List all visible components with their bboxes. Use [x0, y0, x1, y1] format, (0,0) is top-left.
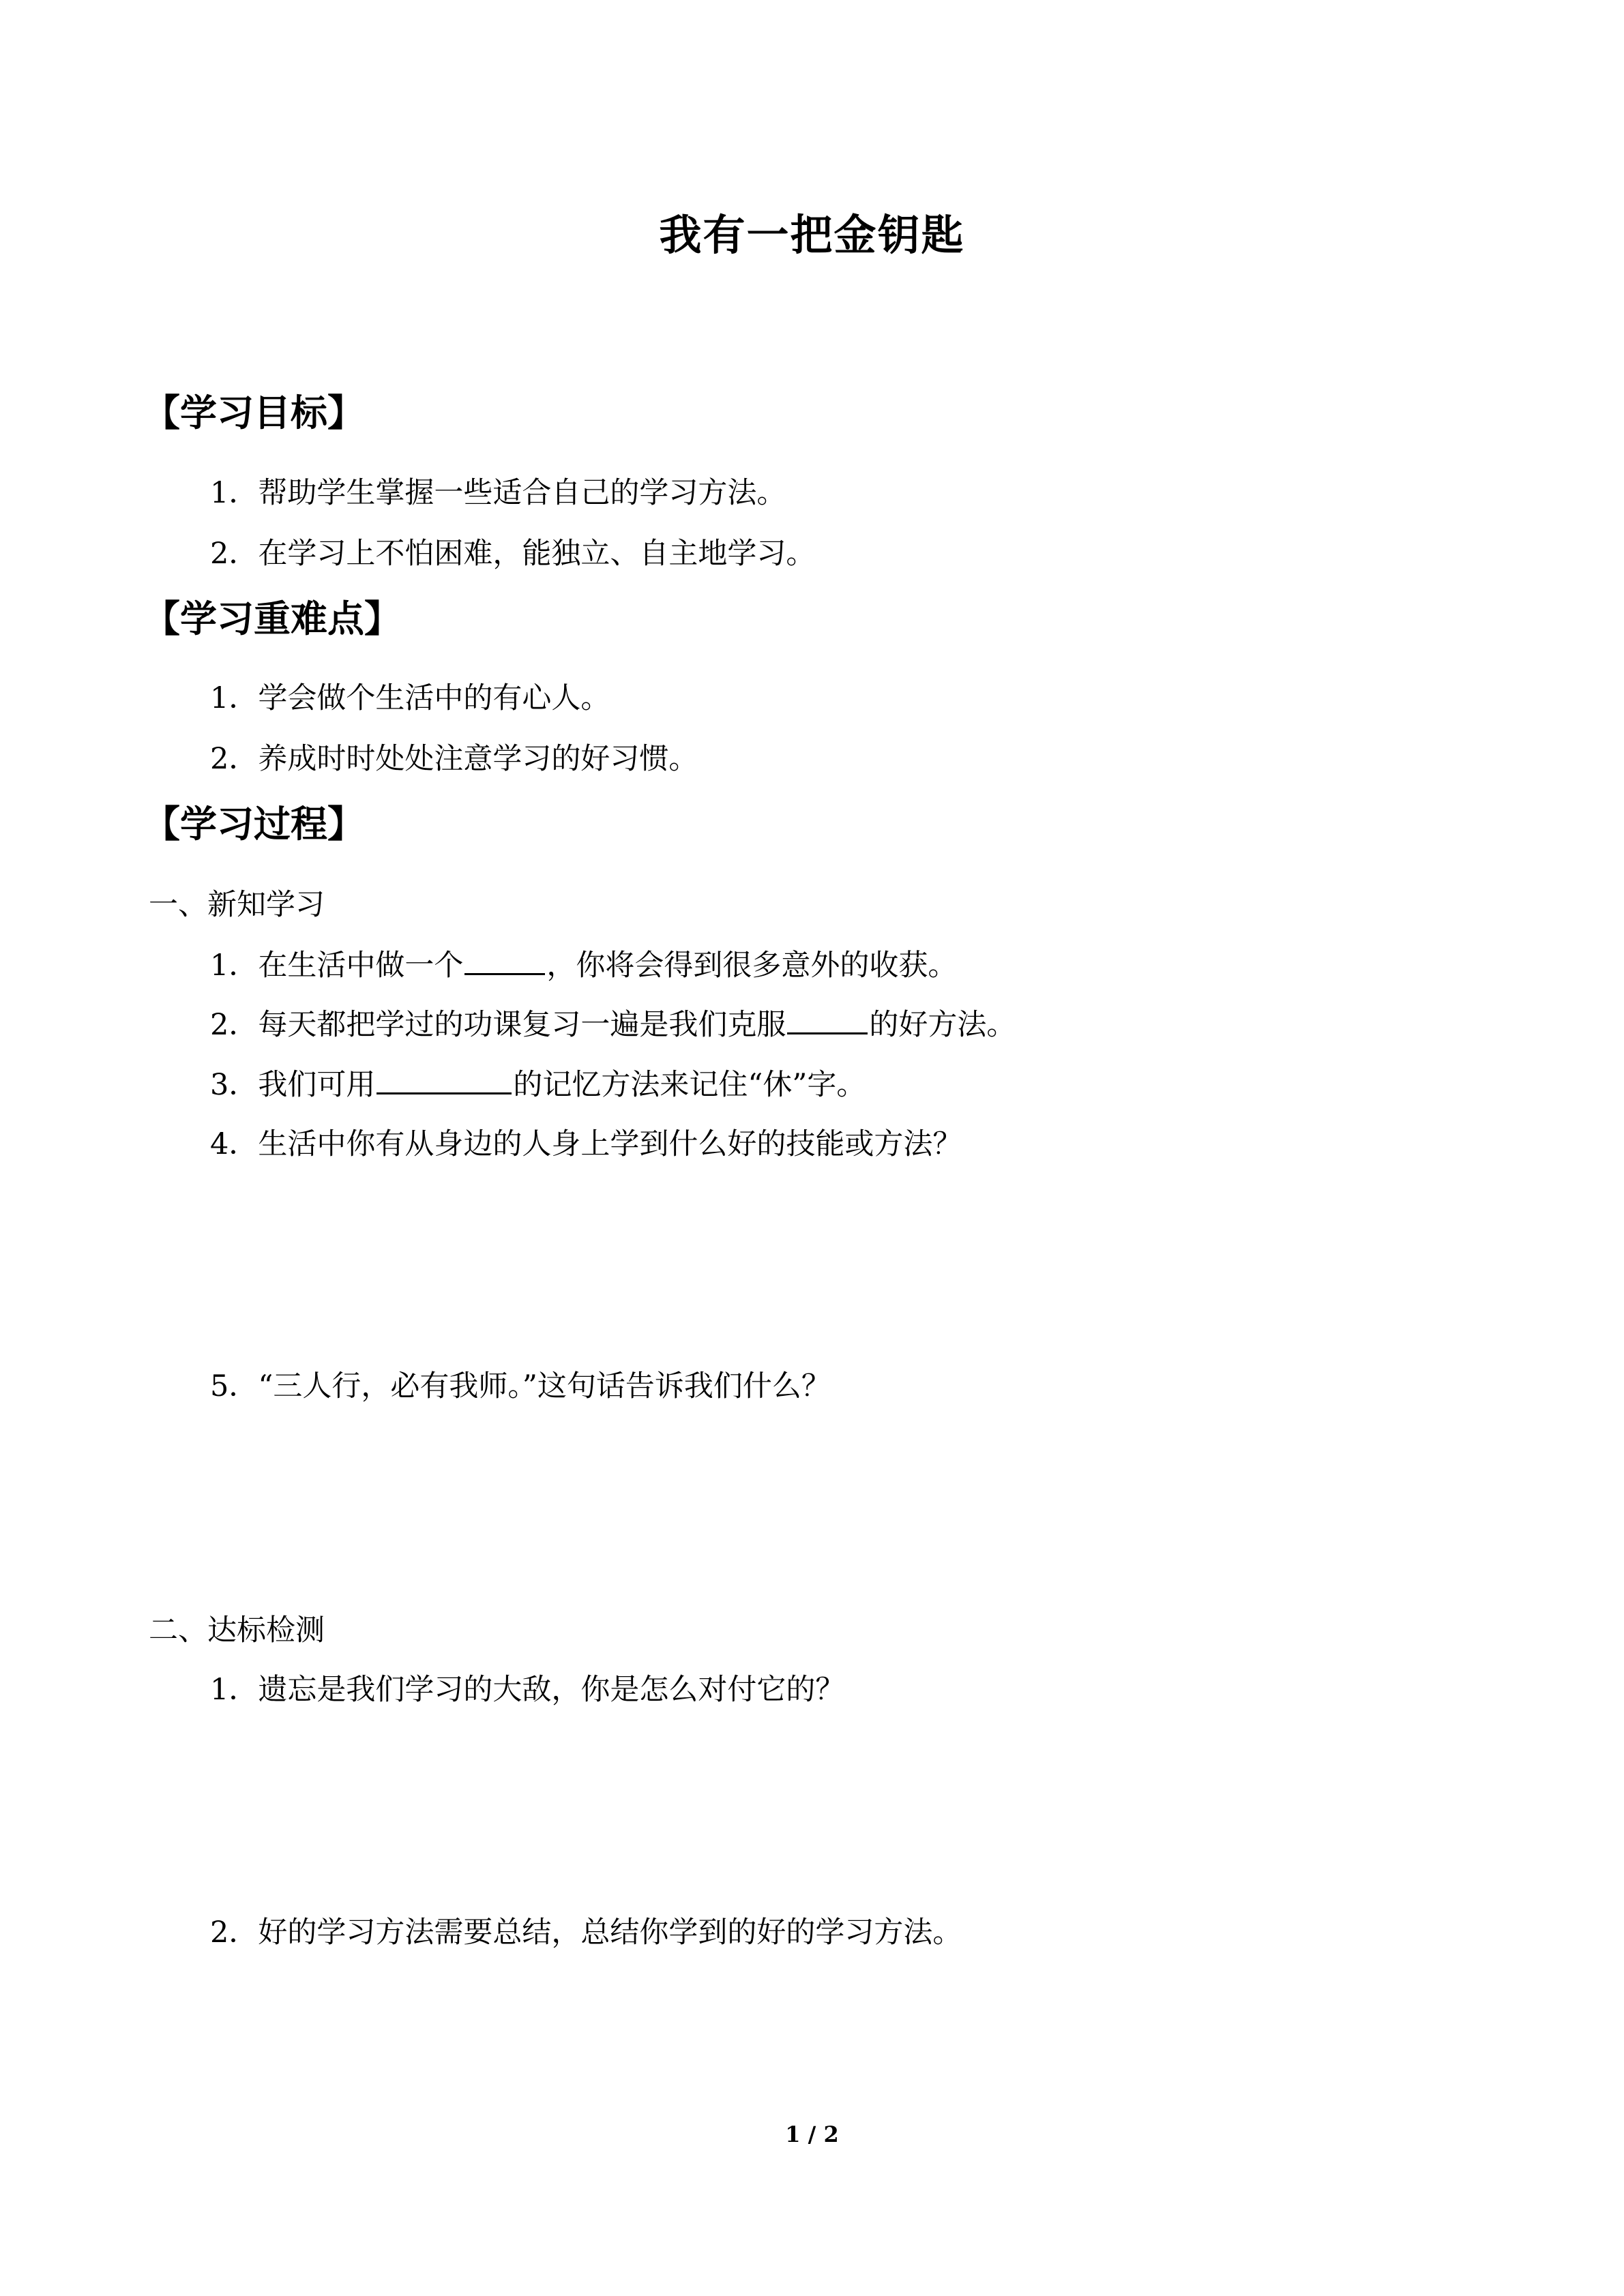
section-heading-process: 【学习过程】 — [143, 803, 364, 846]
goal-item-2: 2．在学习上不怕困难，能独立、自主地学习。 — [210, 537, 816, 571]
page-number: 1 / 2 — [785, 2121, 839, 2147]
question-1-2 — [210, 1004, 1016, 1046]
question-1-5: 5．“三人行，必有我师。”这句话告诉我们什么？ — [210, 1369, 831, 1403]
fill-blank[interactable] — [787, 1004, 868, 1034]
question-1-3 — [210, 1064, 866, 1106]
key-point-item-1: 1．学会做个生活中的有心人。 — [210, 681, 610, 715]
question-2-1: 1．遗忘是我们学习的大敌，你是怎么对付它的？ — [210, 1673, 845, 1707]
question-1-1 — [210, 944, 957, 987]
question-text: 1．在生活中做一个 — [210, 949, 464, 983]
section-heading-key-points: 【学习重难点】 — [143, 597, 401, 640]
part-label-new-knowledge: 一、新知学习 — [149, 888, 325, 922]
question-2-2: 2．好的学习方法需要总结，总结你学到的好的学习方法。 — [210, 1915, 962, 1950]
section-heading-goals: 【学习目标】 — [143, 391, 364, 434]
goal-item-1: 1．帮助学生掌握一些适合自己的学习方法。 — [210, 476, 786, 510]
document-title: 我有一把金钥匙 — [659, 210, 965, 260]
part-label-check: 二、达标检测 — [149, 1613, 325, 1648]
question-text: 2．每天都把学过的功课复习一遍是我们克服 — [210, 1008, 786, 1042]
question-text: 3．我们可用 — [210, 1068, 376, 1102]
fill-blank[interactable] — [377, 1064, 512, 1094]
key-point-item-2: 2．养成时时处处注意学习的好习惯。 — [210, 742, 698, 776]
question-text: ，你将会得到很多意外的收获。 — [546, 949, 958, 983]
question-text: 的好方法。 — [869, 1008, 1016, 1042]
question-text: 的记忆方法来记住“休”字。 — [513, 1068, 866, 1102]
question-1-4: 4．生活中你有从身边的人身上学到什么好的技能或方法？ — [210, 1127, 962, 1161]
fill-blank[interactable] — [464, 944, 545, 975]
